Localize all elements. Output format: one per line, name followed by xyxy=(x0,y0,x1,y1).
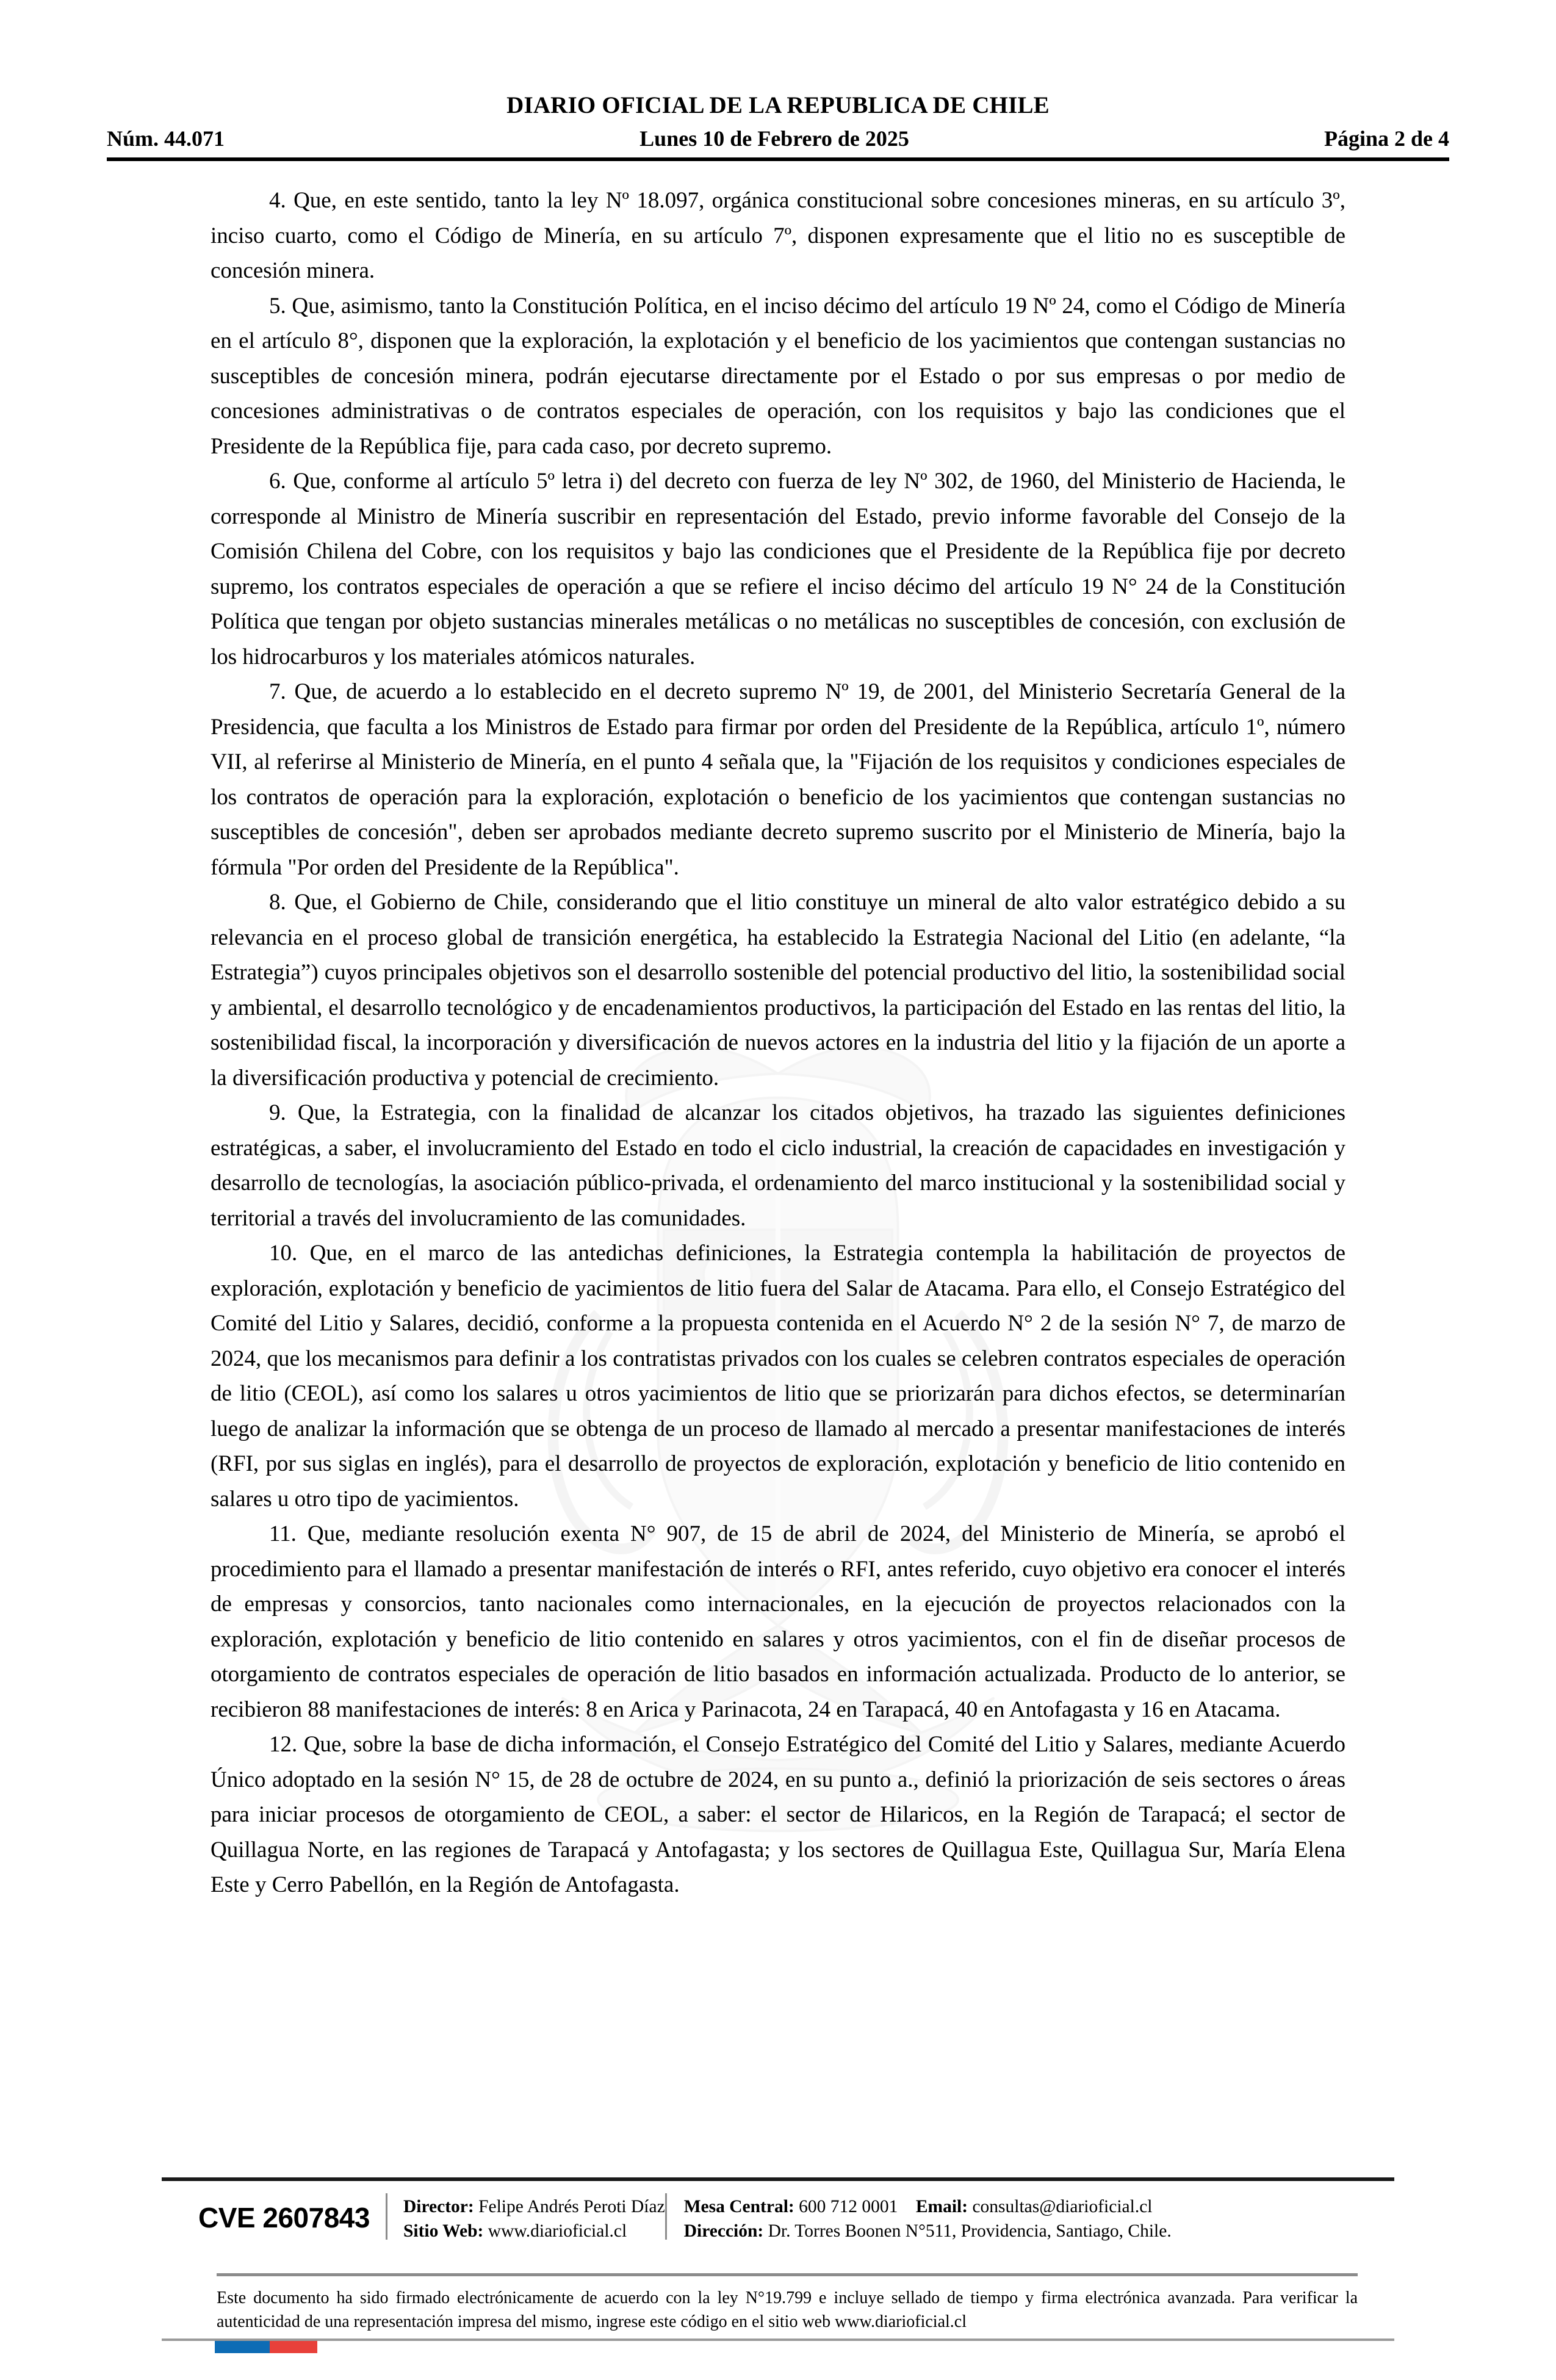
paragraph-9: 9. Que, la Estrategia, con la finalidad de alcanzar los citados objetivos, ha trazado las siguientes definiciones estratégicas, a saber, el involucramiento del Estado en todo el ciclo industrial, la creación de capacidades en investigación y desarrollo de tecnologías, la asociación público-privada, el ordenamiento del marco institucional y la sostenibilidad social y territorial a través del involucramiento de las comunidades. xyxy=(211,1100,1345,1231)
website-line xyxy=(403,2219,665,2243)
director-label: Director: xyxy=(403,2197,474,2216)
footer-top-divider xyxy=(162,2177,1394,2181)
email-value[interactable]: consultas@diarioficial.cl xyxy=(972,2197,1153,2216)
cve-code xyxy=(162,2190,386,2232)
electronic-signature-notice xyxy=(217,2286,1358,2334)
flag-red-segment xyxy=(270,2341,317,2353)
paragraph-8: 8. Que, el Gobierno de Chile, considerando que el litio constituye un mineral de alto valor estratégico debido a su relevancia en el proceso global de transición energética, ha establecido la Estrategia Nacional del Litio (en adelante, “la Estrategia”) cuyos principales objetivos son el desarrollo sostenible del potencial productivo del litio, la sostenibilidad social y ambiental, el desarrollo tecnológico y de encadenamientos productivos, la participación del Estado en las rentas del litio, la sostenibilidad fiscal, la incorporación y diversificación de nuevos actores en la industria del litio y la fijación de un aporte a la diversificación productiva y potencial de crecimiento. xyxy=(211,890,1345,1091)
paragraph-10: 10. Que, en el marco de las antedichas definiciones, la Estrategia contempla la habilitación de proyectos de exploración, explotación y beneficio de yacimientos de litio fuera del Salar de Atacama. Para ello, el Consejo Estratégico del Comité del Litio y Salares, decidió, conforme a la propuesta contenida en el Acuerdo N° 2 de la sesión N° 7, de marzo de 2024, que los mecanismos para definir a los contratistas privados con los cuales se celebren contratos especiales de operación de litio (CEOL), así como los salares u otros yacimientos de litio que se priorizarán para dichos efectos, se determinarían luego de analizar la información que se obtenga de un proceso de llamado al mercado a presentar manifestaciones de interés (RFI, por sus siglas en inglés), para el desarrollo de proyectos de exploración, explotación y beneficio de litio contenido en salares u otro tipo de yacimientos. xyxy=(211,1241,1345,1512)
director-line xyxy=(403,2194,665,2219)
page-indicator: Página 2 de 4 xyxy=(1324,126,1449,151)
paragraph-4: 4. Que, en este sentido, tanto la ley Nº 18.097, orgánica constitucional sobre concesiones mineras, en su artículo 3º, inciso cuarto, como el Código de Minería, en su artículo 7º, disponen expresamente que el litio no es susceptible de concesión minera. xyxy=(211,188,1345,283)
document-body xyxy=(211,183,1345,1903)
footer-bottom-divider xyxy=(162,2339,1394,2341)
issue-date: Lunes 10 de Febrero de 2025 xyxy=(639,126,909,151)
cve-label: CVE xyxy=(198,2202,256,2234)
footer xyxy=(162,2190,1394,2243)
paragraph-11: 11. Que, mediante resolución exenta N° 907, de 15 de abril de 2024, del Ministerio de Minería, se aprobó el procedimiento para el llamado a presentar manifestación de interés o RFI, antes referido, cuyo objetivo era conocer el interés de empresas y consorcios, tanto nacionales como internacionales, en la ejecución de proyectos relacionados con la exploración, explotación y beneficio de litio contenido en salares y otros yacimientos, con el fin de diseñar procesos de otorgamiento de contratos especiales de operación de litio basados en información actualizada. Producto de lo anterior, se recibieron 88 manifestaciones de interés: 8 en Arica y Parinacota, 24 en Tarapacá, 40 en Antofagasta y 16 en Atacama. xyxy=(211,1521,1345,1722)
masthead xyxy=(107,92,1449,151)
address-line xyxy=(684,2219,1172,2243)
switchboard-value: 600 712 0001 xyxy=(799,2197,898,2216)
publication-title: DIARIO OFICIAL DE LA REPUBLICA DE CHILE xyxy=(506,92,1050,118)
switchboard-label: Mesa Central: xyxy=(683,2197,794,2216)
switchboard-line xyxy=(684,2194,1172,2219)
address-label: Dirección: xyxy=(683,2221,764,2241)
paragraph-6: 6. Que, conforme al artículo 5º letra i) del decreto con fuerza de ley Nº 302, de 1960, del Ministerio de Hacienda, le corresponde al Ministro de Minería suscribir en representación del Estado, previo informe favorable del Consejo de la Comisión Chilena del Cobre, con los requisitos y bajo las condiciones que el Presidente de la República fije por decreto supremo, los contratos especiales de operación a que se refiere el inciso décimo del artículo 19 N° 24 de la Constitución Política que tengan por objeto sustancias minerales metálicas o no metálicas no susceptibles de concesión, con exclusión de los hidrocarburos y los materiales atómicos naturales. xyxy=(211,469,1345,669)
email-label: Email: xyxy=(915,2197,968,2216)
paragraph-7: 7. Que, de acuerdo a lo establecido en el decreto supremo Nº 19, de 2001, del Ministerio Secretaría General de la Presidencia, que faculta a los Ministros de Estado para firmar por orden del Presidente de la República, artículo 1º, número VII, al referirse al Ministerio de Minería, en el punto 4 señala que, la "Fijación de los requisitos y condiciones especiales de los contratos de operación para la exploración, explotación o beneficio de los yacimientos que contengan sustancias no susceptibles de concesión", deben ser aprobados mediante decreto supremo suscrito por el Ministerio de Minería, bajo la fórmula "Por orden del Presidente de la República". xyxy=(211,679,1345,880)
paragraph-5: 5. Que, asimismo, tanto la Constitución Política, en el inciso décimo del artículo 19 Nº 24, como el Código de Minería en el artículo 8°, disponen que la exploración, la explotación y el beneficio de los yacimientos que contengan sustancias no susceptibles de concesión minera, podrán ejecutarse directamente por el Estado o por sus empresas o por medio de concesiones administrativas o de contratos especiales de operación, con los requisitos y bajo las condiciones que el Presidente de la República fije, para cada caso, por decreto supremo. xyxy=(211,293,1345,459)
legal-notice-text: Este documento ha sido firmado electrónicamente de acuerdo con la ley N°19.799 e incluye sellado de tiempo y firma electrónica avanzada. Para verificar la autenticidad de una representación impresa del mismo, ingrese este código en el sitio web www.diarioficial.cl xyxy=(217,2288,1358,2331)
address-value: Dr. Torres Boonen N°511, Providencia, Santiago, Chile. xyxy=(768,2221,1172,2241)
director-value: Felipe Andrés Peroti Díaz xyxy=(478,2197,665,2216)
footer-mid-divider xyxy=(217,2273,1358,2276)
chile-flag-colorbar xyxy=(215,2341,317,2353)
paragraph-12: 12. Que, sobre la base de dicha información, el Consejo Estratégico del Comité del Litio y Salares, mediante Acuerdo Único adoptado en la sesión N° 15, de 28 de octubre de 2024, en su punto a., definió la priorización de seis sectores o áreas para iniciar procesos de otorgamiento de CEOL, a saber: el sector de Hilaricos, en la Región de Tarapacá; el sector de Quillagua Norte, en las regiones de Tarapacá y Antofagasta; y los sectores de Quillagua Este, Quillagua Sur, María Elena Este y Cerro Pabellón, en la Región de Antofagasta. xyxy=(211,1732,1345,1897)
website-label: Sitio Web: xyxy=(403,2221,484,2241)
issue-number: Núm. 44.071 xyxy=(107,126,225,151)
flag-blue-segment xyxy=(215,2341,270,2353)
masthead-meta-row xyxy=(107,126,1449,151)
cve-number: 2607843 xyxy=(262,2202,370,2234)
header-divider xyxy=(107,157,1449,161)
website-value[interactable]: www.diarioficial.cl xyxy=(488,2221,627,2241)
footer-contact-right xyxy=(667,2190,1172,2243)
footer-contact-left xyxy=(387,2190,665,2243)
